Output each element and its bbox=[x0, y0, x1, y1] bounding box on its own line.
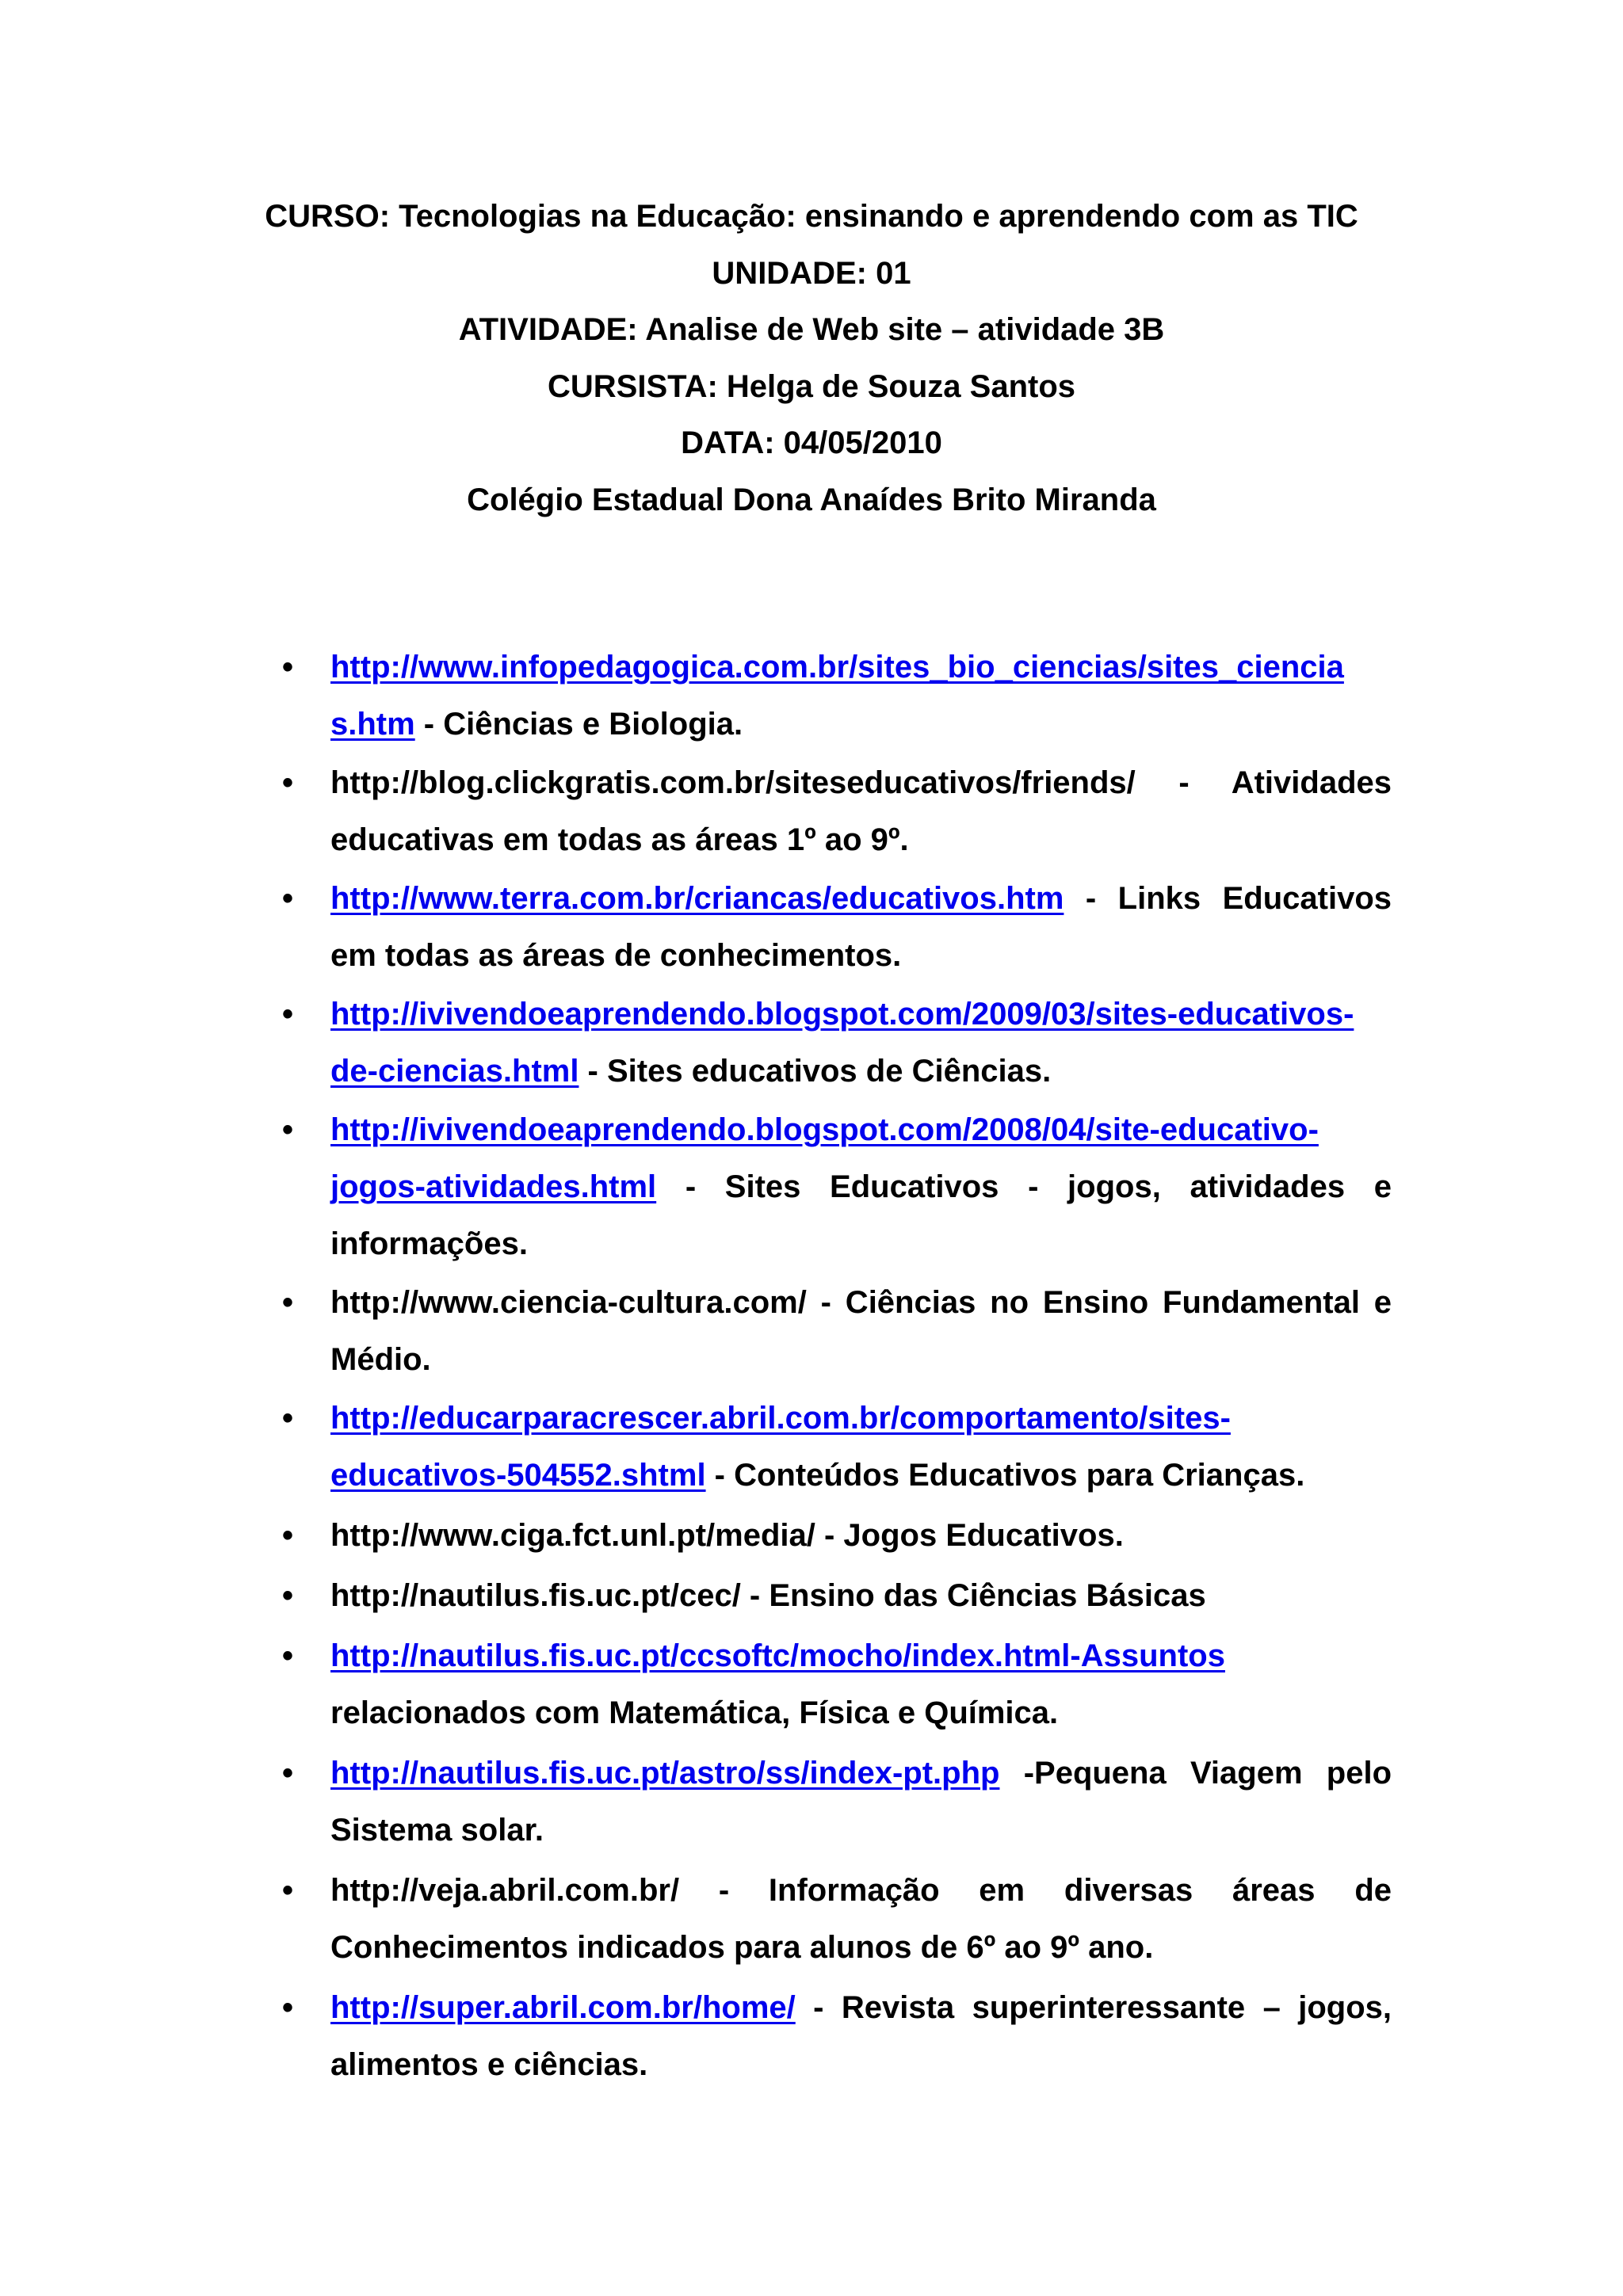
website-description: -Pequena Viagem pelo Sistema solar. bbox=[330, 1756, 1392, 1848]
website-url-text: http://blog.clickgratis.com.br/siteseducativos/friends/ bbox=[330, 765, 1136, 800]
bullet-icon: • bbox=[282, 881, 294, 916]
website-description: - Ensino das Ciências Básicas bbox=[740, 1578, 1206, 1613]
website-description: relacionados com Matemática, Física e Química. bbox=[330, 1695, 1059, 1730]
website-description: - Sites Educativos - jogos, atividades e informações. bbox=[330, 1169, 1392, 1261]
website-url-text: http://www.ciencia-cultura.com/ bbox=[330, 1285, 807, 1320]
bullet-icon: • bbox=[282, 765, 294, 800]
website-description: - Links Educativos em todas as áreas de conhecimentos. bbox=[330, 881, 1392, 973]
activity-label: ATIVIDADE: Analise de Web site – atividade 3B bbox=[458, 312, 1165, 348]
bullet-icon: • bbox=[282, 1112, 294, 1147]
list-item bbox=[282, 986, 1392, 1100]
website-link[interactable]: http://ivivendoeaprendendo.blogspot.com/2008/04/site-educativo- bbox=[330, 1112, 1319, 1147]
bullet-icon: • bbox=[282, 1285, 294, 1320]
website-link[interactable]: http://educarparacrescer.abril.com.br/comportamento/sites- bbox=[330, 1401, 1231, 1436]
bullet-icon: • bbox=[282, 1518, 294, 1553]
website-description: - Atividades educativas em todas as áreas 1º ao 9º. bbox=[330, 765, 1392, 857]
bullet-icon: • bbox=[282, 1401, 294, 1436]
website-description: - Informação em diversas áreas de Conhecimentos indicados para alunos de 6º ao 9º ano. bbox=[330, 1873, 1392, 1965]
bullet-icon: • bbox=[282, 1756, 294, 1791]
list-item bbox=[282, 639, 1392, 753]
unit-label: UNIDADE: 01 bbox=[712, 255, 911, 291]
list-item bbox=[282, 1390, 1392, 1504]
list-item bbox=[282, 754, 1392, 868]
list-item bbox=[282, 1507, 1392, 1564]
website-description: - Conteúdos Educativos para Crianças. bbox=[705, 1458, 1305, 1493]
bullet-icon: • bbox=[282, 1873, 294, 1908]
website-link[interactable]: http://super.abril.com.br/home/ bbox=[330, 1990, 796, 2025]
website-link-continuation[interactable]: educativos-504552.shtml bbox=[330, 1458, 706, 1493]
website-link-continuation[interactable]: s.htm bbox=[330, 707, 415, 742]
course-title: CURSO: Tecnologias na Educação: ensinando e aprendendo com as TIC bbox=[265, 199, 1358, 234]
list-item bbox=[282, 870, 1392, 984]
website-description: - Jogos Educativos. bbox=[815, 1518, 1124, 1553]
website-url-text: http://veja.abril.com.br/ bbox=[330, 1873, 680, 1908]
date-label: DATA: 04/05/2010 bbox=[681, 425, 942, 461]
website-description: - Revista superinteressante – jogos, alimentos e ciências. bbox=[330, 1990, 1392, 2082]
website-link[interactable]: http://ivivendoeaprendendo.blogspot.com/2009/03/sites-educativos- bbox=[330, 997, 1354, 1032]
website-description: - Sites educativos de Ciências. bbox=[579, 1054, 1052, 1089]
website-list bbox=[0, 639, 1623, 2093]
list-item bbox=[282, 1101, 1392, 1272]
website-link[interactable]: http://nautilus.fis.uc.pt/ccsoftc/mocho/index.html-Assuntos bbox=[330, 1638, 1225, 1673]
website-description: - Ciências no Ensino Fundamental e Médio. bbox=[330, 1285, 1392, 1377]
website-url-text: http://www.ciga.fct.unl.pt/media/ bbox=[330, 1518, 815, 1553]
website-url-text: http://nautilus.fis.uc.pt/cec/ bbox=[330, 1578, 741, 1613]
website-link[interactable]: http://www.terra.com.br/criancas/educativos.htm bbox=[330, 881, 1064, 916]
list-item bbox=[282, 1567, 1392, 1624]
website-link[interactable]: http://nautilus.fis.uc.pt/astro/ss/index-pt.php bbox=[330, 1756, 1000, 1791]
list-item bbox=[282, 1627, 1392, 1741]
bullet-icon: • bbox=[282, 1990, 294, 2025]
bullet-icon: • bbox=[282, 1638, 294, 1673]
website-description: - Ciências e Biologia. bbox=[414, 707, 743, 742]
document-header bbox=[0, 189, 1623, 529]
student-label: CURSISTA: Helga de Souza Santos bbox=[547, 368, 1075, 404]
list-item bbox=[282, 1862, 1392, 1976]
bullet-icon: • bbox=[282, 997, 294, 1032]
website-link[interactable]: http://www.infopedagogica.com.br/sites_bio_ciencias/sites_ciencia bbox=[330, 650, 1344, 685]
website-link-continuation[interactable]: de-ciencias.html bbox=[330, 1054, 579, 1089]
bullet-icon: • bbox=[282, 1578, 294, 1613]
bullet-icon: • bbox=[282, 650, 294, 685]
website-link-continuation[interactable]: jogos-atividades.html bbox=[330, 1169, 657, 1204]
list-item bbox=[282, 1274, 1392, 1388]
school-label: Colégio Estadual Dona Anaídes Brito Miranda bbox=[467, 482, 1156, 517]
list-item bbox=[282, 1745, 1392, 1859]
list-item bbox=[282, 1979, 1392, 2093]
